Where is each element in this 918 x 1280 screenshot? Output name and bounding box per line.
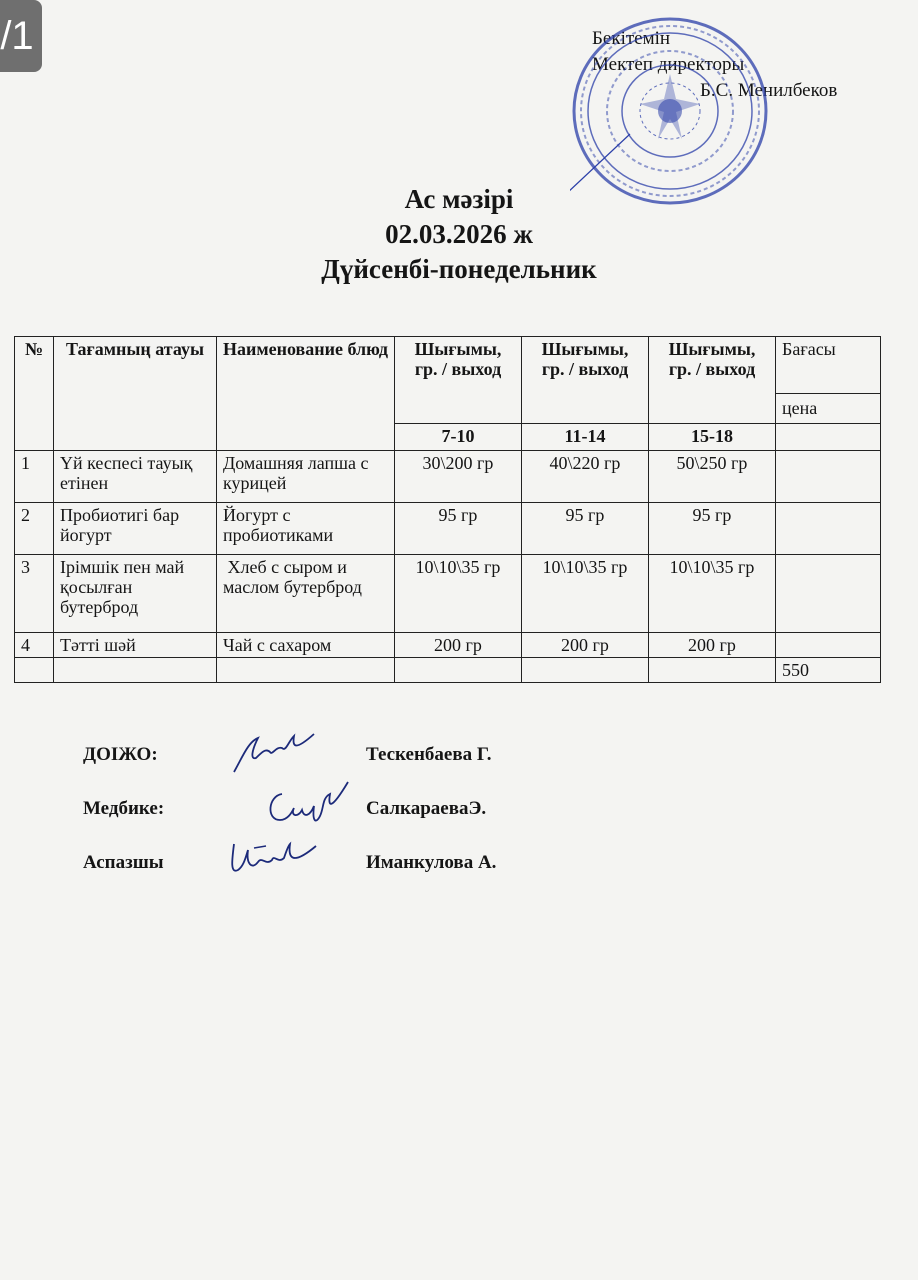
signature-name-2: СалкараеваЭ. [366,798,487,819]
signature-role-3: Аспазшы [83,852,164,873]
approval-line-2: Мектеп директоры [592,54,745,75]
row-kz-name: Пробиотигі бар йогурт [54,503,217,555]
page-counter-badge: /1 [0,0,42,72]
handwritten-signature-1 [228,728,320,776]
header-price-ru: цена [782,398,818,418]
approval-line-1: Бекітемін [592,28,671,49]
row-yield-3: 10\10\35 гр [649,555,776,633]
row-yield-3: 200 гр [649,633,776,658]
row-yield-2: 40\220 гр [522,451,649,503]
header-age-price-cell [776,424,881,451]
row-kz-name: Үй кеспесі тауық етінен [54,451,217,503]
approval-director-name: Б.С. Менилбеков [700,80,838,101]
table-row [15,555,881,633]
header-kz-name: Тағамның атауы [54,337,217,451]
handwritten-signature-3 [226,836,322,882]
total-empty-cell [522,658,649,683]
row-yield-3: 50\250 гр [649,451,776,503]
signature-role-1: ДОІЖО: [83,744,158,765]
row-yield-1: 30\200 гр [395,451,522,503]
row-yield-2: 200 гр [522,633,649,658]
handwritten-signature-2 [258,776,354,828]
header-age-1: 7-10 [395,424,522,451]
total-empty-cell [217,658,395,683]
header-price-kz: Бағасы [776,337,880,394]
signature-name-3: Иманкулова А. [366,852,497,873]
table-total-row [15,658,881,683]
table-row [15,633,881,658]
header-yield-2: Шығымы, гр. / выход [522,337,649,424]
row-price [776,503,881,555]
header-price [776,337,881,424]
header-age-2: 11-14 [522,424,649,451]
menu-title-block [0,182,918,287]
total-empty-cell [649,658,776,683]
total-empty-cell [15,658,54,683]
row-price [776,633,881,658]
menu-title: Ас мәзірі [404,184,514,214]
row-price [776,555,881,633]
row-yield-2: 95 гр [522,503,649,555]
row-price [776,451,881,503]
total-price: 550 [776,658,881,683]
header-yield-1: Шығымы, гр. / выход [395,337,522,424]
table-header-row [15,337,881,424]
row-yield-1: 200 гр [395,633,522,658]
row-yield-1: 10\10\35 гр [395,555,522,633]
row-ru-name: Чай с сахаром [217,633,395,658]
row-ru-name: Хлеб с сыром и маслом бутерброд [217,555,395,633]
table-row [15,503,881,555]
official-stamp [570,14,770,209]
menu-day: Дүйсенбі-понедельник [321,254,597,284]
total-empty-cell [395,658,522,683]
header-age-3: 15-18 [649,424,776,451]
row-yield-3: 95 гр [649,503,776,555]
header-ru-name: Наименование блюд [217,337,395,451]
signature-role-2: Медбике: [83,798,165,819]
header-yield-3: Шығымы, гр. / выход [649,337,776,424]
row-yield-2: 10\10\35 гр [522,555,649,633]
row-number: 1 [15,451,54,503]
row-kz-name: Тәтті шәй [54,633,217,658]
row-number: 4 [15,633,54,658]
header-number: № [15,337,54,451]
row-ru-name: Домашняя лапша с курицей [217,451,395,503]
row-number: 3 [15,555,54,633]
signature-name-1: Тескенбаева Г. [366,744,492,765]
total-empty-cell [54,658,217,683]
row-yield-1: 95 гр [395,503,522,555]
row-kz-name: Ірімшік пен май қосылған бутерброд [54,555,217,633]
row-ru-name: Йогурт с пробиотиками [217,503,395,555]
menu-date: 02.03.2026 ж [385,219,533,249]
menu-table [14,336,881,683]
table-row [15,451,881,503]
row-number: 2 [15,503,54,555]
